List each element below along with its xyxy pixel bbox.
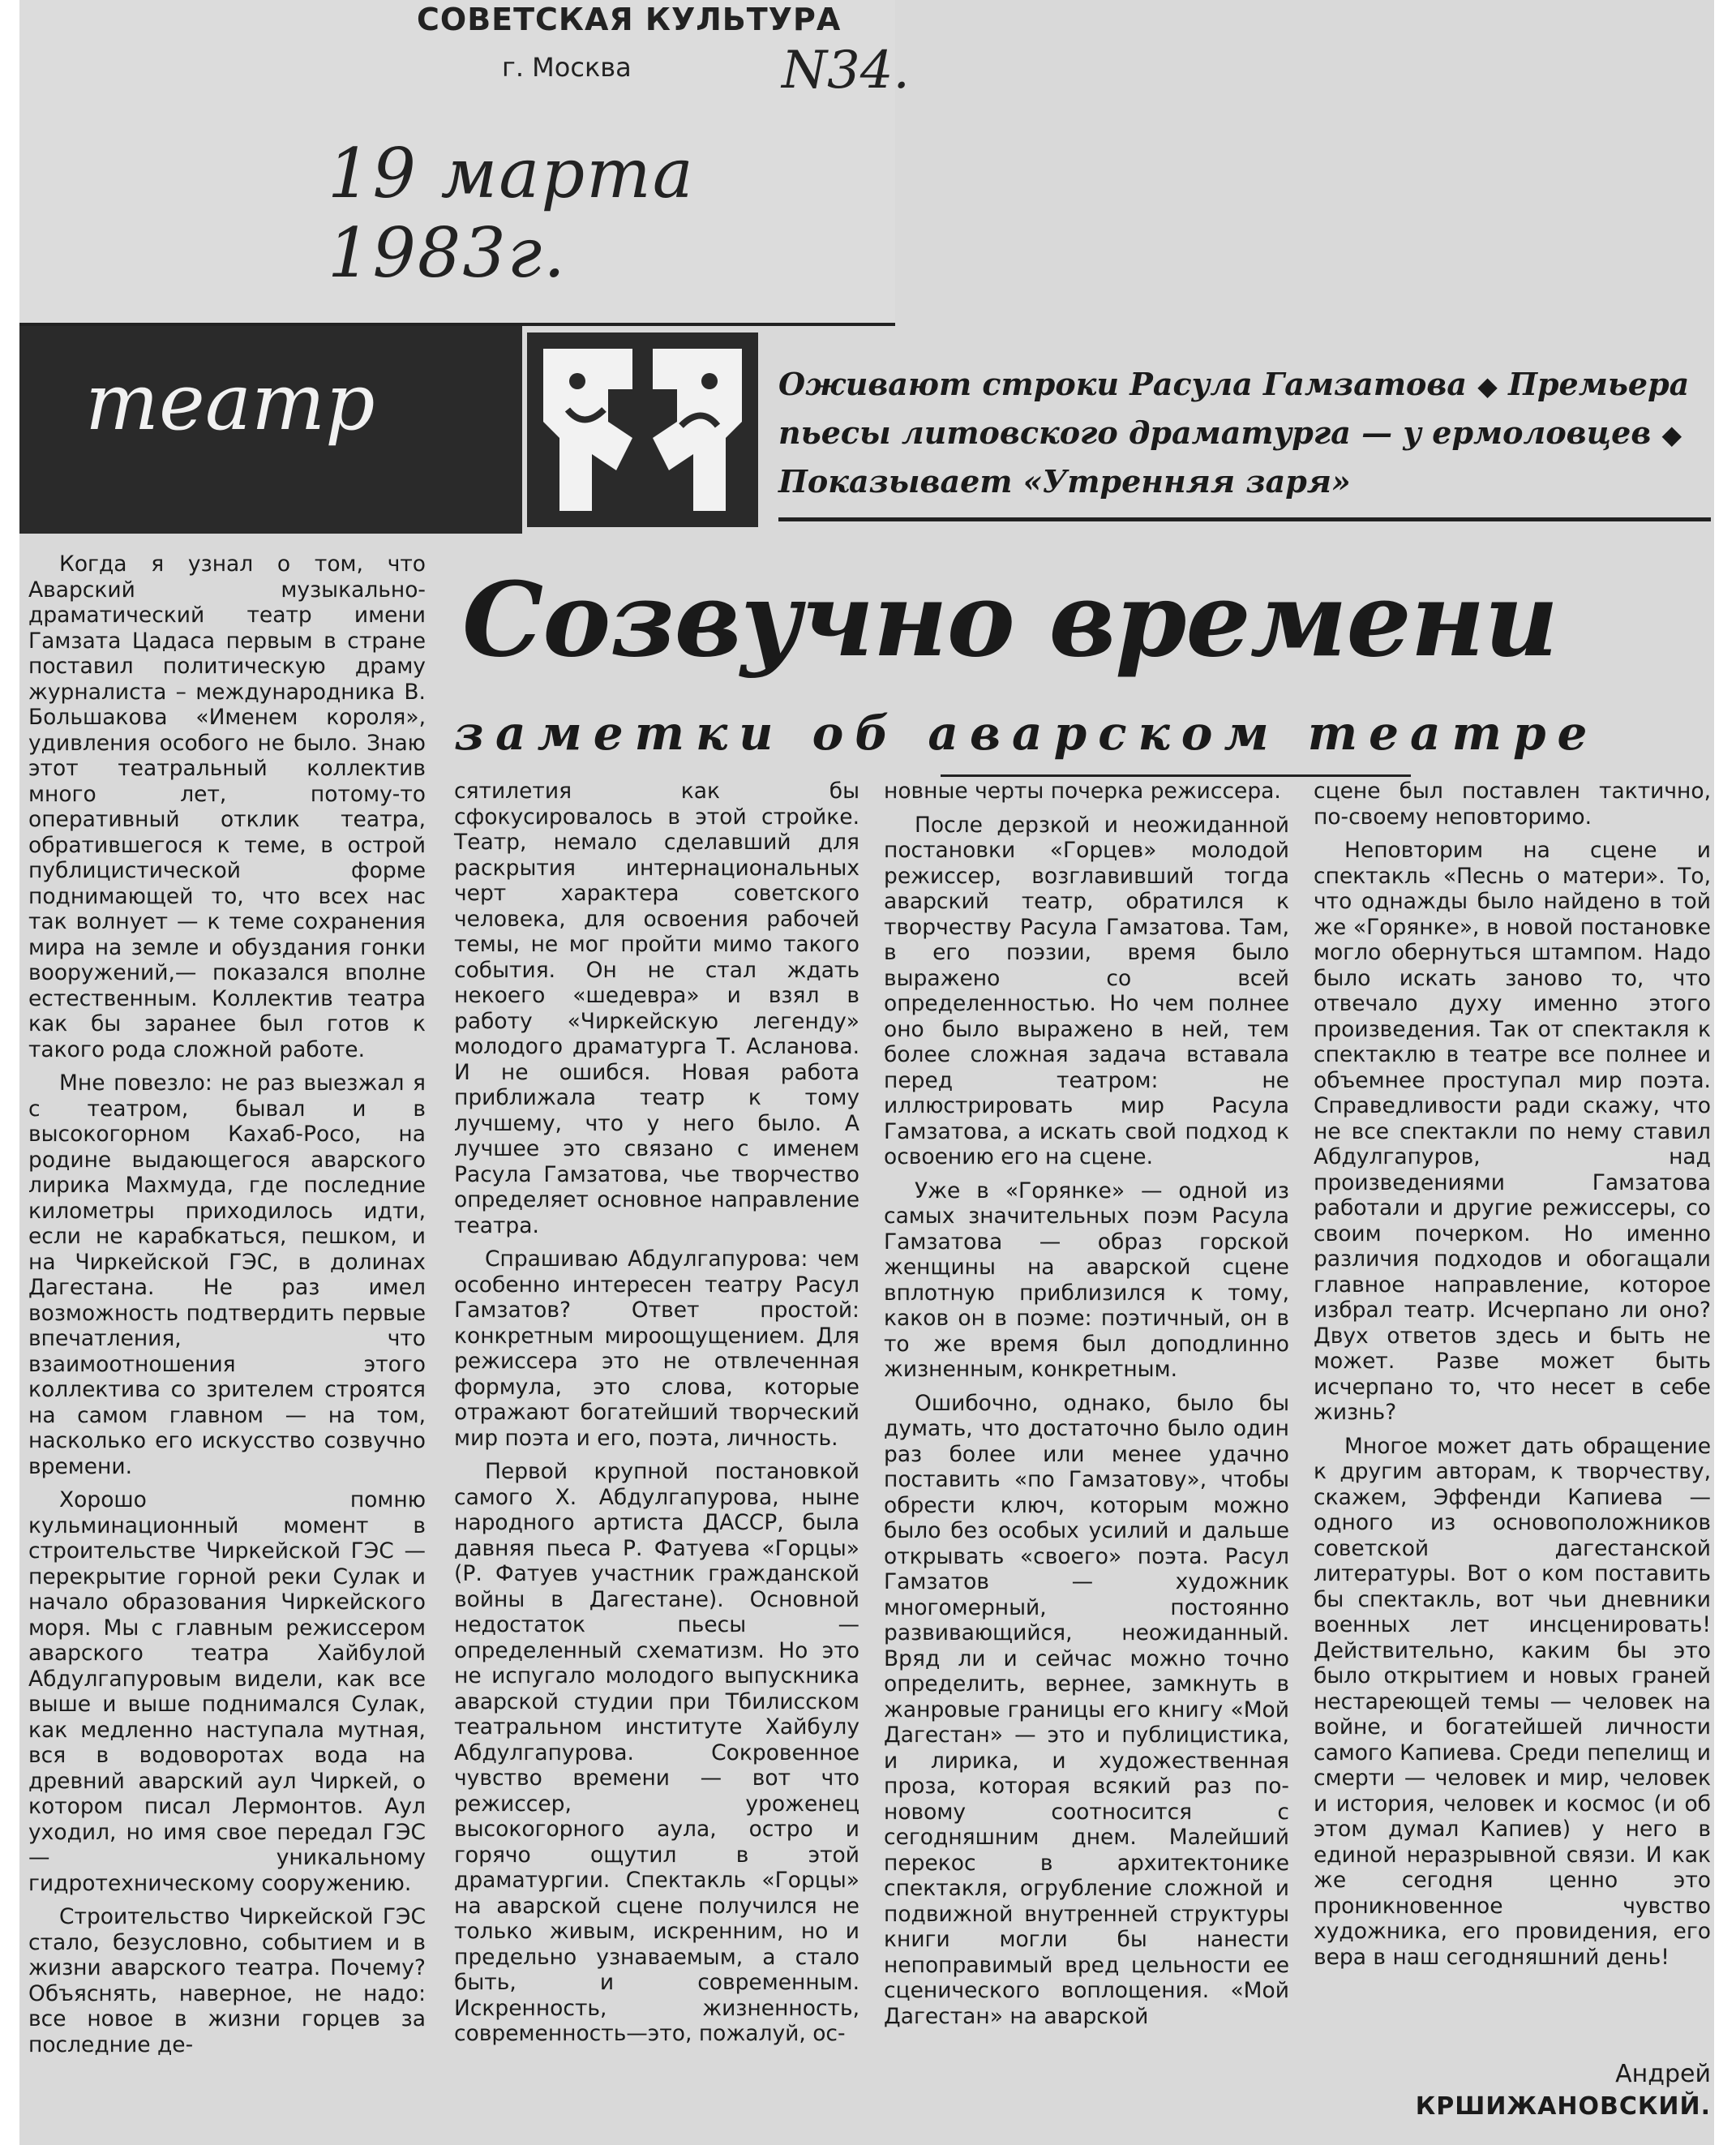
subheadline-underline xyxy=(941,774,1411,777)
paragraph: сятилетия как бы сфокусировалось в этой стройке. Театр, немало сделавший для раскрытия интернациональных черт характера советского человека, для освоения рабочей темы, не мог пройти мимо такого события. Он не стал ждать некоего «шедевра» и взял в работу «Чиркейскую легенду» молодого драматурга Т. Асланова. И не ошибся. Новая работа приближала театр к тому лучшему, что у него было. А лучшее это связано с именем Расула Гамзатова, чье творчество определяет основное направление театра. xyxy=(454,779,859,1238)
paragraph: Когда я узнал о том, что Аварский музыкально-драматический театр имени Гамзата Цадаса первым в стране поставил политическую драму журналиста – международника В. Большакова «Именем короля», удивления особого не было. Знаю этот театральный коллектив много лет, потому-то оперативный отклик театра, обратившегося к теме, в острой публицистической форме поднимающей то, что всех нас так волнует — к теме сохранения мира на земле и обуздания гонки вооружений,— показался вполне естественным. Коллектив театра как бы заранее был готов к такого рода сложной работе. xyxy=(28,551,426,1062)
rubric-item-1: Оживают строки Расула Гамзатова xyxy=(778,366,1467,402)
paragraph: Строительство Чиркейской ГЭС стало, безусловно, событием и в жизни аварского театра. Почему? Объяснять, наверное, не надо: все новое в жизни горцев за последние де- xyxy=(28,1904,426,2057)
article-headline: Созвучно времени xyxy=(462,560,1558,680)
author-signature xyxy=(1322,2058,1711,2123)
issue-number: N34. xyxy=(782,41,910,101)
diamond-separator-icon: ◆ xyxy=(1477,371,1498,401)
article-column-1 xyxy=(28,551,426,2057)
paragraph: Ошибочно, однако, было бы думать, что достаточно было один раз более или менее удачно поставить «по Гамзатову», чтобы обрести ключ, которым можно было без особых усилий и дальше открывать «своего» поэта. Расул Гамзатов — художник многомерный, постоянно развивающийся, неожиданный. Вряд ли и сейчас можно точно определить, вернее, замкнуть в жанровые границы его книгу «Мой Дагестан» — это и публицистика, и лирика, и художественная проза, которая всякий раз по-новому соотносится с сегодняшним днем. Малейший перекос в архитектонике спектакля, огрубление сложной и подвижной внутренней структуры книги могли бы нанести непоправимый вред цельности ее сценического воплощения. «Мой Дагестан» на аварской xyxy=(884,1390,1289,2029)
paragraph: сцене был поставлен тактично, по-своему неповторимо. xyxy=(1314,779,1711,830)
publication-city: г. Москва xyxy=(502,52,632,83)
article-subheadline: заметки об аварском театре xyxy=(454,706,1599,761)
article-column-3 xyxy=(884,779,1289,2029)
paragraph: Мне повезло: не раз выезжал я с театром, бывал и в высокогорном Кахаб-Росо, на родине выдающегося аварского лирика Махмуда, где последние километры приходилось идти, если не карабкаться, пешком, и на Чиркейской ГЭС, в долинах Дагестана. Не раз имел возможность подтвердить первые впечатления, что взаимоотношения этого коллектива со зрителем строятся на самом главном — на том, насколько его искусство созвучно времени. xyxy=(28,1070,426,1479)
paragraph: Хорошо помню кульминационный момент в строительстве Чиркейской ГЭС — перекрытие горной реки Сулак и начало образования Чиркейского моря. Мы с главным режиссером аварского театра Хайбулой Абдулгапуровым видели, как все выше и выше поднимался Сулак, как медленно наступала мутная, вся в водоворотах вода на древний аварский аул Чиркей, о котором писал Лермонтов. Аул уходил, но имя свое передал ГЭС — уникальному гидротехническому сооружению. xyxy=(28,1487,426,1896)
publication-name: СОВЕТСКАЯ КУЛЬТУРА xyxy=(417,2,842,37)
author-last-name: КРШИЖАНОВСКИЙ. xyxy=(1415,2092,1711,2121)
paragraph: После дерзкой и неожиданной постановки «Горцев» молодой режиссер, возглавивший тогда аварский театр, обратился к творчеству Расула Гамзатова. Там, в его поэзии, время было выражено со всей определенностью. Но чем полнее оно было выражено в ней, тем более сложная задача вставала перед театром: не иллюстрировать мир Расула Гамзатова, а искать свой подход к освоению его на сцене. xyxy=(884,812,1289,1169)
clipping-stamp xyxy=(19,0,910,324)
diamond-separator-icon: ◆ xyxy=(1661,419,1682,450)
rubric-item-3: Показывает «Утренняя заря» xyxy=(778,463,1351,500)
rubric-block xyxy=(778,361,1703,505)
rubric-underline xyxy=(778,517,1711,521)
article-column-4 xyxy=(1314,779,1711,1970)
paragraph: Спрашиваю Абдулгапурова: чем особенно интересен театру Расул Гамзатов? Ответ простой: конкретным мироощущением. Для режиссера это не отвлеченная формула, это слова, которые отражают богатейший творческий мир поэта и его, поэта, личность. xyxy=(454,1246,859,1451)
author-first-name: Андрей xyxy=(1615,2060,1711,2088)
paragraph: Первой крупной постановкой самого Х. Абдулгапурова, ныне народного артиста ДАССР, была давняя пьеса Р. Фатуева «Горцы» (Р. Фатуев участник гражданской войны в Дагестане). Основной недостаток пьесы — определенный схематизм. Но это не испугало молодого выпускника аварской студии при Тбилисском театральном институте Хайбулу Абдулгапурова. Сокровенное чувство времени — вот что режиссер, уроженец высокогорного аула, остро и горячо ощутил в этой драматургии. Спектакль «Горцы» на аварской сцене получился не только живым, искренним, но и предельно узнаваемым, а стало быть, и современным. Искренность, жизненность, современность—это, пожалуй, ос- xyxy=(454,1459,859,2046)
rubric-item-2: Премьера пьесы литовского драматурга — у ермоловцев xyxy=(778,366,1690,451)
paragraph: Неповторим на сцене и спектакль «Песнь о матери». То, что однажды было найдено в той же «Горянке», в новой постановке могло обернуться штампом. Надо было искать заново то, что отвечало духу именно этого произведения. Так от спектакля к спектаклю в театре все полнее и объемнее проступал мир поэта. Справедливости ради скажу, что не все спектакли по нему ставил Абдулгапуров, над произведениями Гамзатова работали и другие режиссеры, со своим почерком. Но именно различия подходов и обогащали главное направление, которое избрал театр. Исчерпано ли оно? Двух ответов здесь и быть не может. Разве может быть исчерпано то, что несет в себе жизнь? xyxy=(1314,838,1711,1425)
article-column-2 xyxy=(454,779,859,2047)
theatre-masks-icon xyxy=(527,332,758,527)
paragraph: Уже в «Горянке» — одной из самых значительных поэм Расула Гамзатова — образ горской женщины на аварской сцене вплотную приблизился к тому, каков он в поэме: поэтичный, он в то же время был доподлинно жизненным, конкретным. xyxy=(884,1178,1289,1382)
handwritten-date: 19 марта 1983г. xyxy=(328,134,695,293)
section-title: театр xyxy=(85,357,375,448)
paragraph: новные черты почерка режиссера. xyxy=(884,779,1281,804)
paragraph: Многое может дать обращение к другим авторам, к творчеству, скажем, Эффенди Капиева — одного из основоположников советской дагестанской литературы. Вот о ком поставить бы спектакль, вот чьи дневники военных лет инсценировать! Действительно, каким бы это было открытием и новых граней нестареющей темы — человек на войне, и богатейшей личности самого Капиева. Среди пепелищ и смерти — человек и мир, человек и история, человек и космос (и об этом думал Капиев) у него в единой неразрывной связи. И как же сегодня ценно это проникновенное чувство художника, его провидения, его вера в наш сегодняшний день! xyxy=(1314,1433,1711,1970)
